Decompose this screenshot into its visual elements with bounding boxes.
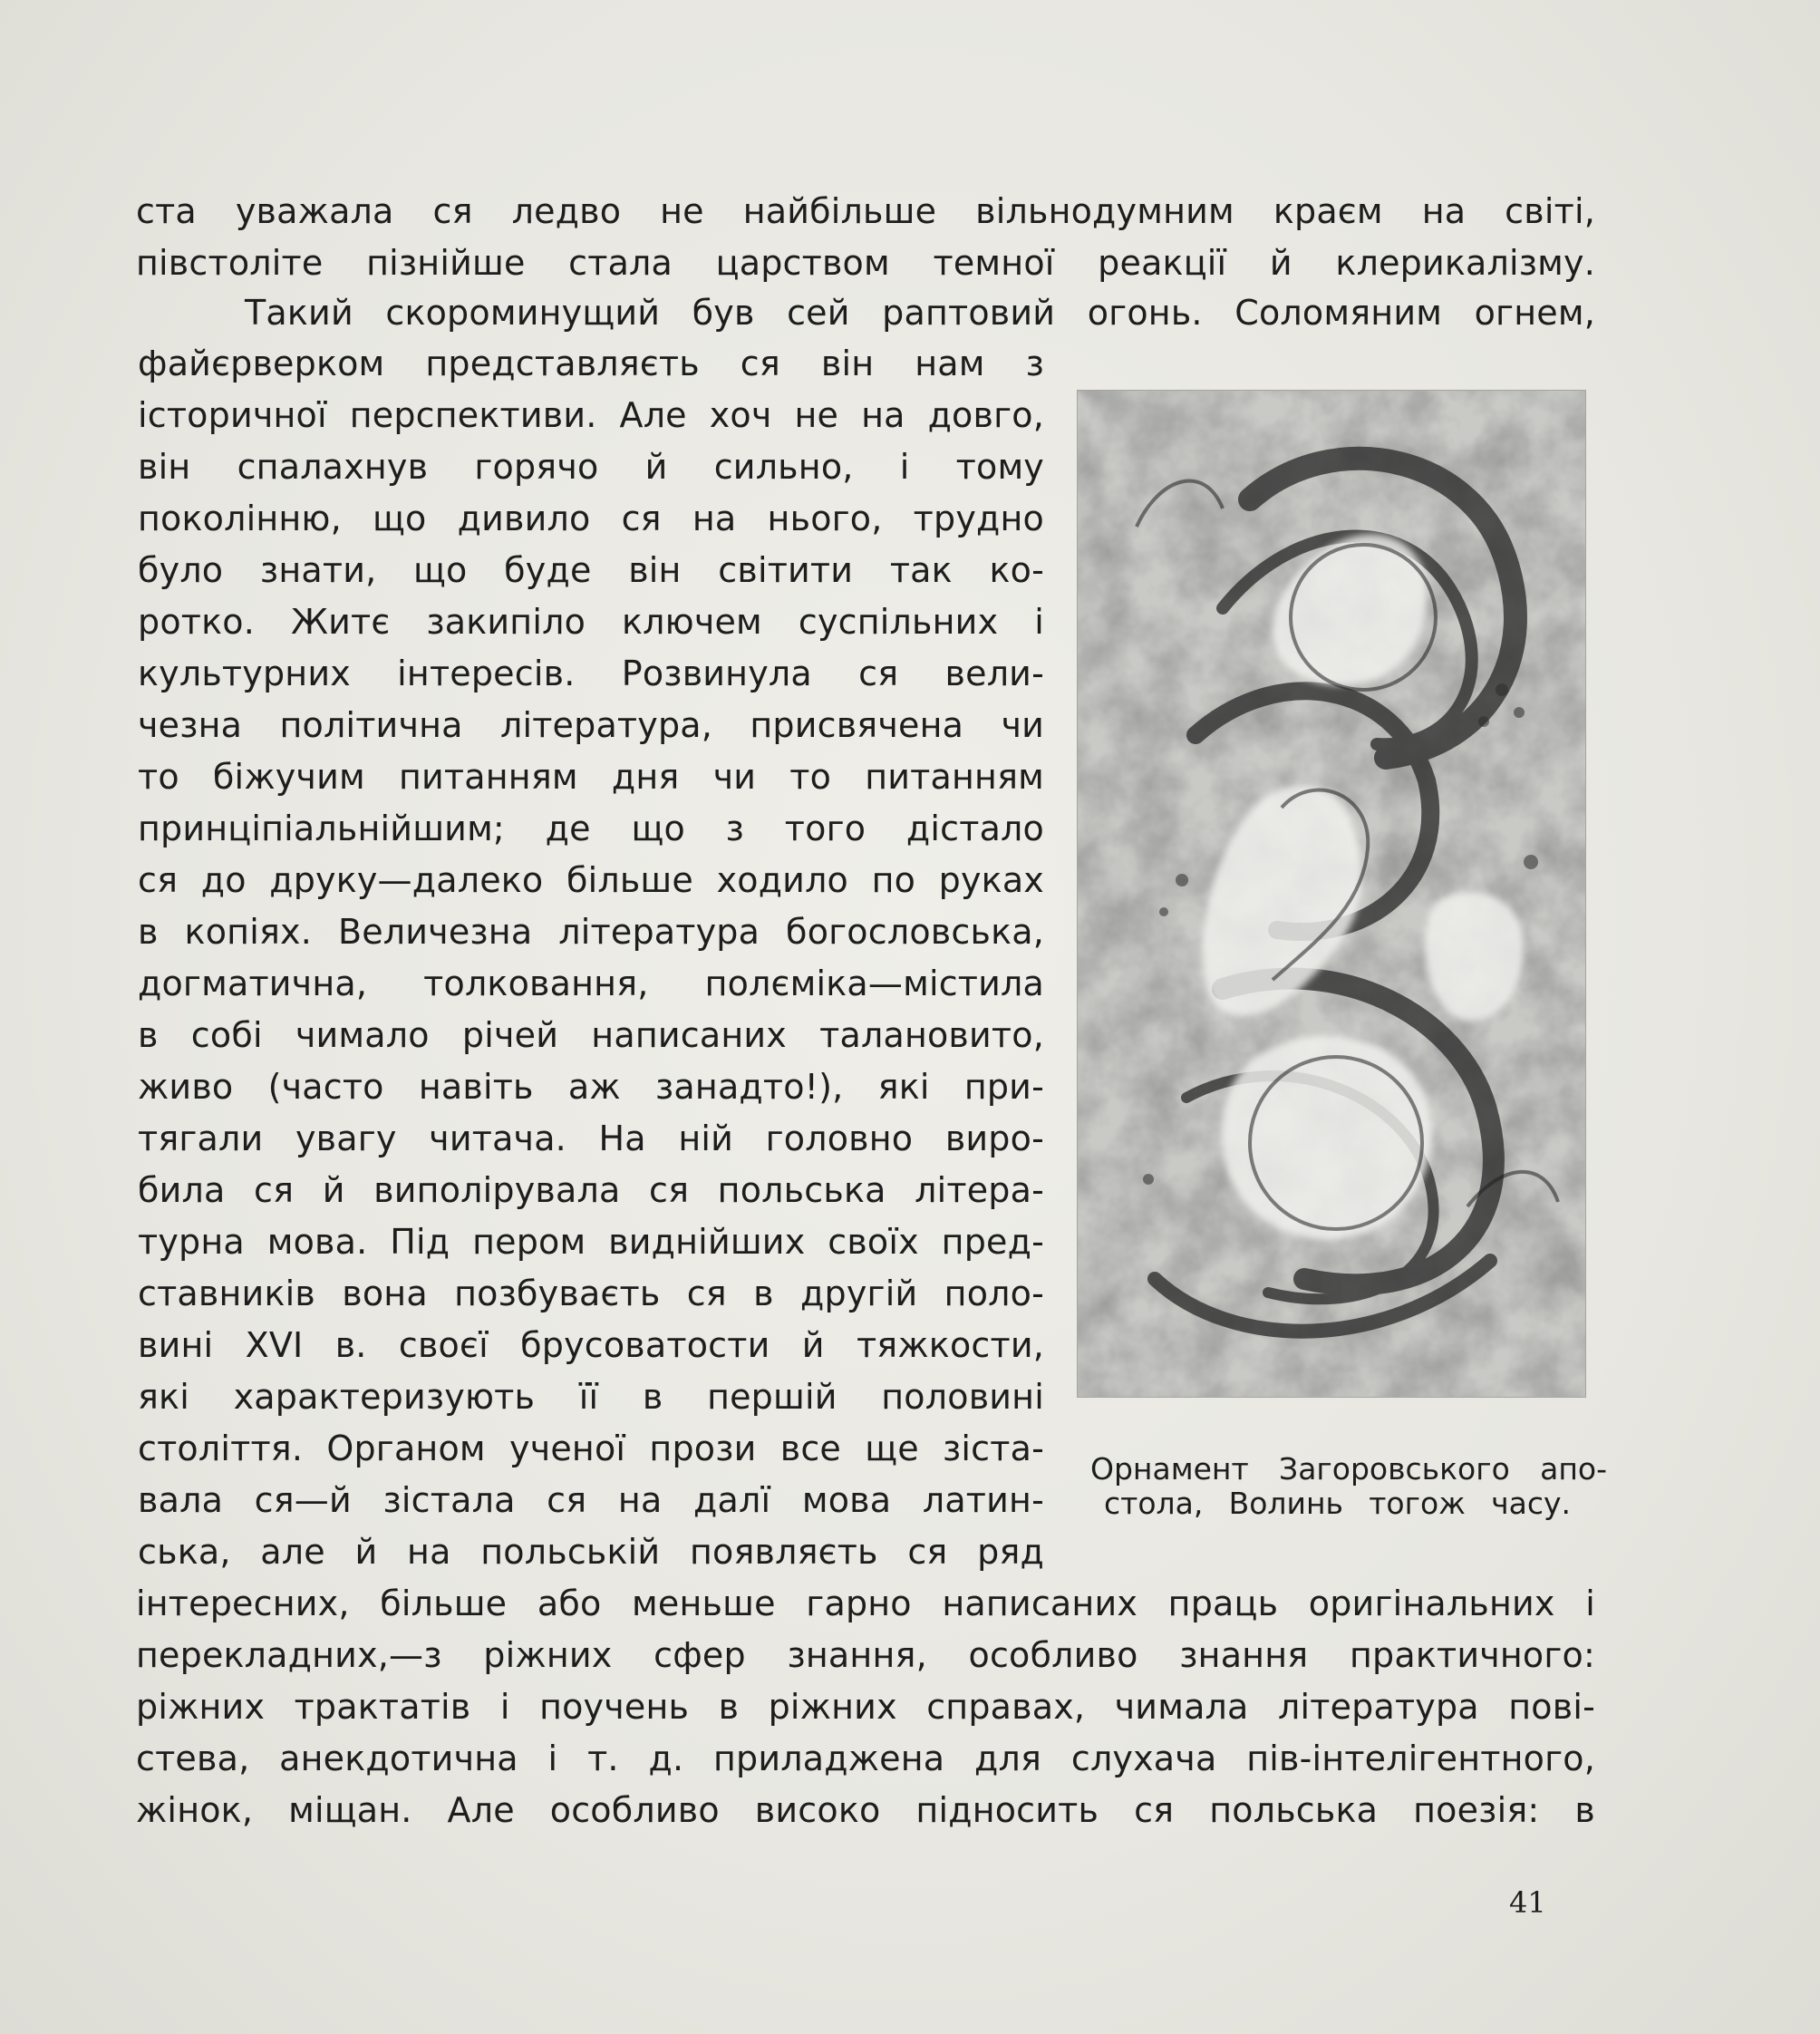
text-line: ська, але й на польській появляєть ся ряд xyxy=(138,1532,1044,1572)
text-line: ротко. Житє закипіло ключем суспільних і xyxy=(138,602,1044,642)
text-line: він спалахнув горячо й сильно, і тому xyxy=(138,447,1044,487)
figure-caption-line-1: Орнамент Загоровського апо- xyxy=(1090,1451,1607,1487)
text-line: вині XVI в. своєї брусоватости й тяжкости, xyxy=(138,1325,1044,1365)
text-line: турна мова. Під пером виднійших своїх пред- xyxy=(138,1222,1044,1262)
text-line: ста уважала ся ледво не найбільше вільнодумним краєм на світі, xyxy=(136,191,1595,231)
text-line: чезна політична література, присвячена чи xyxy=(138,705,1044,745)
ornament-figure xyxy=(1077,390,1586,1398)
text-line: Такий скороминущий був сей раптовий огонь. Соломяним огнем, xyxy=(245,293,1595,333)
text-line: то біжучим питанням дня чи то питанням xyxy=(138,757,1044,797)
text-line: століття. Органом ученої прози все ще зіста- xyxy=(138,1429,1044,1468)
text-line: поколінню, що дивило ся на нього, трудно xyxy=(138,499,1044,538)
ornament-image xyxy=(1078,391,1585,1397)
text-line: ся до друку—далеко більше ходило по руках xyxy=(138,860,1044,900)
text-line: жінок, міщан. Але особливо високо підносить ся польська поезія: в xyxy=(136,1790,1595,1830)
text-line: в копіях. Величезна література богословська, xyxy=(138,912,1044,952)
text-line: ріжних трактатів і поучень в ріжних справах, чимала література пові- xyxy=(136,1687,1595,1727)
text-line: принціпіальнійшим; де що з того дістало xyxy=(138,809,1044,848)
text-line: перекладних,—з ріжних сфер знання, особливо знання практичного: xyxy=(136,1635,1595,1675)
figure-caption-line-2: стола, Волинь тогож часу. xyxy=(1104,1486,1571,1521)
text-line: півстоліте пізнійше стала царством темної реакції й клерикалізму. xyxy=(136,243,1595,283)
text-line: догматична, толковання, полєміка—містила xyxy=(138,964,1044,1003)
text-line: вала ся—й зістала ся на далї мова латин- xyxy=(138,1480,1044,1520)
text-line: культурних інтересів. Розвинула ся вели- xyxy=(138,654,1044,693)
text-line: інтересних, більше або меньше гарно написаних праць оригінальних і xyxy=(136,1584,1595,1623)
text-line: які характеризують її в першій половині xyxy=(138,1377,1044,1417)
text-line: ставників вона позбуваєть ся в другій поло- xyxy=(138,1274,1044,1313)
text-line: історичної перспективи. Але хоч не на довго, xyxy=(138,395,1044,435)
text-line: била ся й виполірувала ся польська літера- xyxy=(138,1170,1044,1210)
text-line: було знати, що буде він світити так ко- xyxy=(138,550,1044,590)
text-line: тягали увагу читача. На ній головно виро- xyxy=(138,1119,1044,1158)
page-number: 41 xyxy=(1509,1885,1546,1920)
text-line: в собі чимало річей написаних талановито, xyxy=(138,1015,1044,1055)
text-line: стева, анекдотична і т. д. приладжена для слухача пів-інтелігентного, xyxy=(136,1739,1595,1778)
text-line: живо (часто навіть аж занадто!), які при- xyxy=(138,1067,1044,1107)
text-line: файєрверком представляєть ся він нам з xyxy=(138,344,1044,383)
